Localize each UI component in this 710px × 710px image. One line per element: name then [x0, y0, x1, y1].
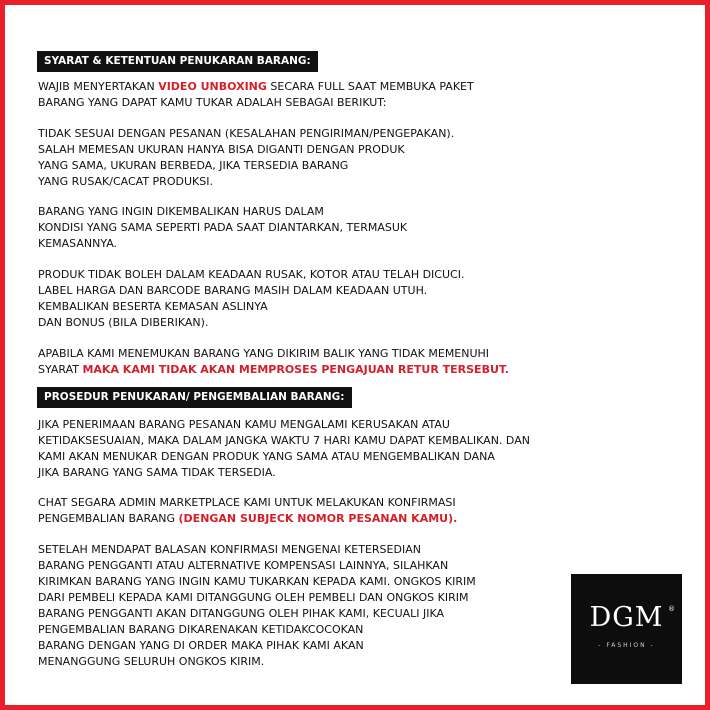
procedure-line: MENANGGUNG SELURUH ONGKOS KIRIM. [38, 655, 265, 668]
procedure-line: KETIDAKSESUAIAN, MAKA DALAM JANGKA WAKTU 7 HARI KAMU DAPAT KEMBALIKAN. DAN [38, 434, 530, 447]
terms-warning-line [38, 362, 509, 378]
procedure-line: PENGEMBALIAN BARANG DIKARENAKAN KETIDAKCOCOKAN [38, 623, 364, 636]
terms-line: TIDAK SESUAI DENGAN PESANAN (KESALAHAN PENGIRIMAN/PENGEPAKAN). [38, 127, 455, 140]
logo-mark: DGM [589, 602, 664, 633]
procedure-line: SETELAH MENDAPAT BALASAN KONFIRMASI MENGENAI KETERSEDIAN [38, 543, 421, 556]
procedure-subject-line [38, 511, 457, 527]
procedure-line: KIRIMKAN BARANG YANG INGIN KAMU TUKARKAN KEPADA KAMI. ONGKOS KIRIM [38, 575, 476, 588]
terms-line: PRODUK TIDAK BOLEH DALAM KEADAAN RUSAK, KOTOR ATAU TELAH DICUCI. [38, 268, 465, 281]
intro-text-pre: WAJIB MENYERTAKAN [38, 80, 159, 93]
terms-line: KEMASANNYA. [38, 237, 118, 250]
subject-text-pre: PENGEMBALIAN BARANG [38, 512, 179, 525]
terms-line: LABEL HARGA DAN BARCODE BARANG MASIH DALAM KEADAAN UTUH. [38, 284, 428, 297]
subject-highlight: (DENGAN SUBJECK NOMOR PESANAN KAMU). [178, 512, 458, 525]
procedure-line: DARI PEMBELI KEPADA KAMI DITANGGUNG OLEH PEMBELI DAN ONGKOS KIRIM [38, 591, 469, 604]
terms-line: BARANG YANG INGIN DIKEMBALIKAN HARUS DALAM [38, 205, 324, 218]
intro-line [38, 79, 474, 95]
intro-line-2: BARANG YANG DAPAT KAMU TUKAR ADALAH SEBAGAI BERIKUT: [38, 96, 387, 109]
procedure-line: BARANG PENGGANTI ATAU ALTERNATIVE KOMPENSASI LAINNYA, SILAHKAN [38, 559, 449, 572]
terms-line: KONDISI YANG SAMA SEPERTI PADA SAAT DIANTARKAN, TERMASUK [38, 221, 408, 234]
warning-highlight: MAKA KAMI TIDAK AKAN MEMPROSES PENGAJUAN RETUR TERSEBUT. [82, 363, 509, 376]
terms-line: YANG RUSAK/CACAT PRODUKSI. [38, 175, 213, 188]
terms-line: KEMBALIKAN BESERTA KEMASAN ASLINYA [38, 300, 268, 313]
section-heading-procedure: PROSEDUR PENUKARAN/ PENGEMBALIAN BARANG: [37, 387, 352, 408]
terms-line: YANG SAMA, UKURAN BERBEDA, JIKA TERSEDIA BARANG [38, 159, 349, 172]
terms-line: APABILA KAMI MENEMUKAN BARANG YANG DIKIRIM BALIK YANG TIDAK MEMENUHI [38, 347, 490, 360]
intro-highlight: VIDEO UNBOXING [158, 80, 267, 93]
procedure-line: JIKA PENERIMAAN BARANG PESANAN KAMU MENGALAMI KERUSAKAN ATAU [38, 418, 450, 431]
warning-text-pre: SYARAT [38, 363, 83, 376]
procedure-line: BARANG PENGGANTI AKAN DITANGGUNG OLEH PIHAK KAMI, KECUALI JIKA [38, 607, 445, 620]
terms-line: DAN BONUS (BILA DIBERIKAN). [38, 316, 209, 329]
logo-subtitle: - FASHION - [598, 642, 655, 649]
terms-line: SALAH MEMESAN UKURAN HANYA BISA DIGANTI DENGAN PRODUK [38, 143, 405, 156]
procedure-line: BARANG DENGAN YANG DI ORDER MAKA PIHAK KAMI AKAN [38, 639, 364, 652]
section-heading-terms: SYARAT & KETENTUAN PENUKARAN BARANG: [37, 51, 318, 72]
brand-logo [571, 574, 682, 684]
procedure-line: JIKA BARANG YANG SAMA TIDAK TERSEDIA. [38, 466, 276, 479]
procedure-line: KAMI AKAN MENUKAR DENGAN PRODUK YANG SAMA ATAU MENGEMBALIKAN DANA [38, 450, 495, 463]
procedure-line: CHAT SEGARA ADMIN MARKETPLACE KAMI UNTUK MELAKUKAN KONFIRMASI [38, 496, 456, 509]
registered-mark: ® [668, 605, 675, 613]
intro-text-post: SECARA FULL SAAT MEMBUKA PAKET [266, 80, 474, 93]
